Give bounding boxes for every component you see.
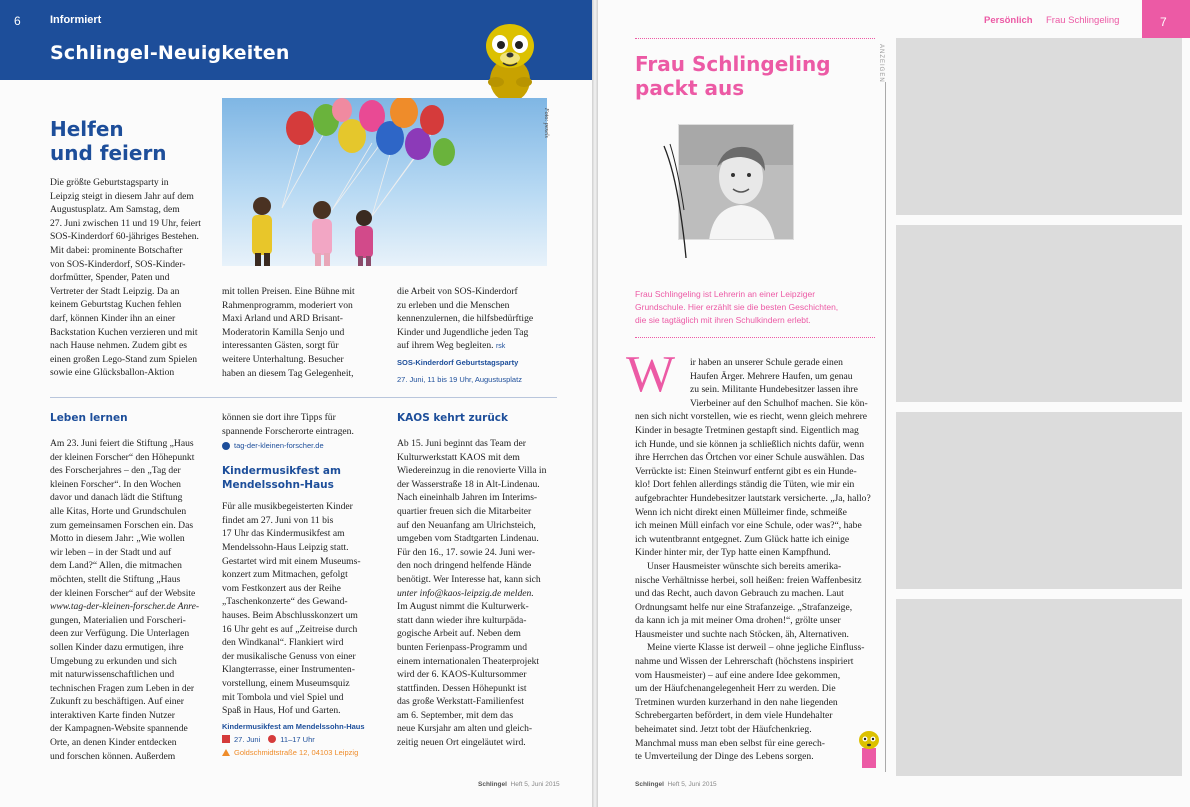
text-line: Kulturwerkstatt KAOS mit dem	[397, 451, 520, 463]
leben-continued	[222, 411, 387, 438]
text-line: auf den Neuanfang am Ulrichsteich,	[397, 519, 536, 531]
article-body-musik	[222, 500, 387, 718]
footer-brand: Schlingel	[635, 781, 664, 788]
text-line: „Taschenkonzerte“ des Gewand-	[222, 596, 348, 608]
text-line: keinem Geburtstag Kuchen fehlen	[50, 299, 182, 311]
pink-mascot-icon	[856, 728, 882, 768]
article-body	[50, 437, 220, 763]
forscher-link[interactable]: tag-der-kleinen-forscher.de	[234, 441, 324, 451]
ads-label: ANZEIGEN	[878, 44, 884, 83]
text-line: technischen Fragen zum Leben in der	[50, 682, 195, 694]
event-info-title: Kindermusikfest am Mendelssohn-Haus	[222, 721, 365, 731]
event-datetime	[222, 735, 387, 744]
meerkat-mascot-icon	[470, 18, 550, 102]
text-line: Umgebung zu erkunden und sich	[50, 655, 177, 667]
text-line: Vierbeiner auf den Schulhof machen. Sie kön-	[690, 397, 868, 409]
text-line: interaktiven Karte finden Nutzer	[50, 709, 175, 721]
text-line: statt dann wieder ihre kulturpäda-	[397, 614, 527, 626]
author-tag: rsk	[495, 343, 506, 351]
event-date: 27. Juni	[234, 734, 261, 744]
text-line: Kinder in besagte Tretminen gestapft sind. Eigentlich mag	[635, 424, 859, 436]
ad-slot-2[interactable]	[896, 225, 1182, 402]
event-time: 11–17 Uhr	[280, 734, 315, 744]
main-headline	[50, 117, 220, 165]
home-icon	[222, 749, 230, 756]
section-label-right: Persönlich	[984, 15, 1033, 26]
text-line: konzert zum Mitmachen, gefolgt	[222, 569, 348, 581]
text-line: 17 Uhr das Kindermusikfest am	[222, 528, 345, 540]
text-line: die Arbeit von SOS-Kinderdorf	[397, 286, 518, 297]
text-line: können sie dort ihre Tipps für	[222, 412, 336, 423]
text-line: kennenzulernen, die hilfsbedürftige	[397, 313, 534, 325]
section-divider	[50, 397, 557, 398]
text-line: Maxi Arland und ARD Brisant-	[222, 313, 343, 325]
text-line: Mit dabei: prominente Botschafter	[50, 244, 183, 256]
forscher-link-row[interactable]	[222, 441, 387, 450]
text-line: Zukunft zu beschäftigen. Auf einer	[50, 696, 184, 708]
text-line: ihre Herrchen das Örtchen vor einer Schule auswählen. Das	[635, 452, 865, 464]
main-article-col3	[397, 285, 557, 386]
clock-icon	[268, 735, 276, 743]
text-line: der musikalische Genuss von einer	[222, 650, 356, 662]
text-line: www.tag-der-kleinen-forscher.de Anre-	[50, 601, 200, 613]
text-line: vom Festkonzert aus der Reihe	[222, 582, 341, 594]
section-label-left: Informiert	[50, 14, 102, 26]
text-line: zum gemeinsamen Forschen ein. Das	[50, 519, 194, 531]
text-line: zu erleben und die Menschen	[397, 299, 510, 311]
text-line: SOS-Kinderdorf 60-jähriges Bestehen.	[50, 231, 199, 243]
text-line: Am 23. Juni feiert die Stiftung „Haus	[50, 438, 194, 449]
text-line: des Forscherjahres – den „Tag der	[50, 465, 181, 477]
text-line: Haufen Ärger. Mehrere Haufen, um genau	[690, 370, 853, 382]
heading-line-1: Kindermusikfest am	[222, 465, 341, 478]
text-line: Vertreter der Stadt Leipzig. Da an	[50, 285, 180, 297]
page-number-left: 6	[14, 14, 21, 28]
event-info-detail: 27. Juni, 11 bis 19 Uhr, Augustusplatz	[397, 374, 522, 384]
text-line: quartier freuen sich die Mitarbeiter	[397, 505, 532, 517]
story-first-lines	[690, 356, 876, 410]
address-text: Goldschmidtstraße 12, 04103 Leipzig	[234, 747, 359, 757]
text-line: Verrückte ist: Einen Steinwurf entfernt gibt es ein Hunde-	[635, 465, 857, 477]
text-line: 16 Uhr geht es auf „Zeitreise durch	[222, 623, 358, 635]
text-line: alle Kitas, Horte und Grundschulen	[50, 505, 187, 517]
text-line: gungen, Materialien und Forscheri-	[50, 614, 186, 626]
section-title: Schlingel-Neuigkeiten	[50, 42, 290, 64]
text-line: neue Kursjahr am alten und gleich-	[397, 723, 533, 735]
text-line: vom Hausmeister) – auf eine andere Idee gekommen,	[635, 669, 841, 681]
text-line: wird der 6. KAOS-Kultursommer	[397, 669, 527, 681]
article-leben-lernen	[50, 411, 220, 763]
text-line: nen sich nicht vorstellen, wie es riecht, wenn gleich mehrere	[635, 411, 868, 423]
main-article-col2	[222, 285, 387, 380]
ad-slot-4[interactable]	[896, 599, 1182, 776]
text-line: sollen Kinder dazu ermutigen, ihre	[50, 641, 184, 653]
text-line: Nach eineinhalb Jahren im Interims-	[397, 492, 538, 504]
text-line: von SOS-Kinderdorf, SOS-Kinder-	[50, 258, 186, 270]
text-line: Moderatorin Kamilla Senjo und	[222, 326, 345, 338]
text-line: Kinder und Jugendliche jeden Tag	[397, 326, 529, 338]
headline-line-2: und feiern	[50, 141, 167, 165]
right-page	[598, 0, 1190, 807]
text-line: Mendelssohn-Haus Leipzig statt.	[222, 541, 349, 553]
article-heading-musik	[222, 464, 387, 492]
text-line: das große Werkstatt-Familienfest	[397, 696, 524, 708]
text-line: Ordnungsamt helfe nur eine Strafanzeige. „Strafanzeige,	[635, 601, 853, 613]
text-line: interessanten Gästen, sorgt für	[222, 340, 339, 352]
text-line: einen großen Lego-Stand zum Spielen	[50, 353, 198, 365]
right-title	[635, 52, 831, 100]
left-page	[0, 0, 592, 807]
text-line: Ab 15. Juni beginnt das Team der	[397, 438, 526, 449]
heading-line-2: Mendelssohn-Haus	[222, 479, 334, 492]
text-line: Rahmenprogramm, moderiert von	[222, 299, 353, 311]
article-kaos	[397, 411, 557, 750]
article-body	[397, 437, 557, 750]
text-line: Orte, an denen Kinder entdecken	[50, 737, 177, 749]
lower-col2	[222, 411, 387, 757]
photo-credit: Foto: pexels	[543, 108, 549, 138]
text-line: Die größte Geburtstagsparty in	[50, 177, 169, 188]
text-line: der Kampagnen-Website spannende	[50, 723, 188, 735]
text-line: nische Verhältnisse herbei, soll heißen: freien Waffenbesitz	[635, 574, 862, 586]
text-line: und das Recht, auch davon Gebrauch zu machen. Laut	[635, 588, 844, 600]
article-heading: Leben lernen	[50, 412, 128, 424]
text-line: Für den 16., 17. sowie 24. Juni wer-	[397, 546, 536, 558]
text-line: am 6. September, mit dem das	[397, 709, 514, 721]
text-line: unter info@kaos-leipzig.de melden.	[397, 587, 534, 599]
article-heading: KAOS kehrt zurück	[397, 412, 509, 424]
text-line: Spaß in Haus, Hof und Garten.	[222, 705, 341, 717]
text-line: hauses. Beim Abschlusskonzert um	[222, 609, 358, 621]
text-line: spannende Forscherorte eintragen.	[222, 425, 354, 437]
event-address	[222, 748, 387, 757]
text-line: Backstation Kuchen verzieren und mit	[50, 326, 198, 338]
text-line: der Wasserstraße 18 in Alt-Lindenau.	[397, 478, 540, 490]
intro-text	[635, 288, 875, 326]
text-line: möchten, stellt die Stiftung „Haus	[50, 573, 181, 585]
text-line: vorstellung, einem Museumsquiz	[222, 677, 350, 689]
text-line: Leipzig steigt in diesem Jahr auf dem	[50, 190, 194, 202]
text-line: Hausmeister und suchte nach Stöcken, äh, Alternativen.	[635, 628, 849, 640]
text-line: nach Hause nehmen. Zudem gibt es	[50, 340, 187, 352]
text-line: umgeben vom Stadtgarten Lindenau.	[397, 533, 539, 545]
text-line: weitere Unterhaltung. Besucher	[222, 353, 344, 365]
text-line: findet am 27. Juni von 11 bis	[222, 514, 334, 526]
text-line: ich Hunde, und sie können ja schließlich nichts dafür, wenn	[635, 438, 865, 450]
text-line-with-author	[397, 339, 557, 354]
text-line: Wenn ich nicht direkt einen Mülleimer finde, schmeiße	[635, 506, 847, 518]
text-line: 27. Juni zwischen 11 und 19 Uhr, feiert	[50, 217, 201, 229]
text-line: beheimatet sind. Jetzt tobt der Häufchenkrieg.	[635, 724, 812, 736]
footer-issue: Heft 5, Juni 2015	[667, 781, 717, 788]
text-line: der kleinen Forscher“ den Höhepunkt	[50, 451, 195, 463]
text-line: wir leben – in der Stadt und auf	[50, 546, 172, 558]
text-line: kleinen Forscher“. In den Wochen	[50, 478, 181, 490]
story-body	[635, 410, 880, 763]
dotted-rule-mid	[635, 337, 875, 338]
balloons-photo	[222, 98, 547, 266]
text-line: Unser Hausmeister wünschte sich bereits amerika-	[647, 560, 842, 572]
text-line: um der Häufchenangelegenheit Herr zu werden. Die	[635, 683, 836, 695]
text-line: die sie tagtäglich mit ihren Schulkindern erlebt.	[635, 314, 811, 325]
text-line: bunten Ferienpass-Programm und	[397, 641, 528, 653]
ads-separator	[885, 82, 886, 772]
text-line: benötigt. Wer Interesse hat, kann sich	[397, 573, 541, 585]
text-line: deen zur Verfügung. Die Unterlagen	[50, 628, 190, 640]
ad-slot-3[interactable]	[896, 412, 1182, 589]
main-article-col1	[50, 176, 220, 380]
text-line: Wiedereinzug in die renovierte Villa in	[397, 465, 547, 477]
page-number-box	[1142, 0, 1190, 38]
title-line-1: Frau Schlingeling	[635, 52, 831, 76]
footer-brand: Schlingel	[478, 781, 507, 788]
drop-cap: W	[626, 346, 676, 403]
text-line: stattfinden. Dessen Höhepunkt ist	[397, 682, 527, 694]
headline-line-1: Helfen	[50, 117, 124, 141]
text-line: den noch dringend helfende Hände	[397, 560, 532, 572]
sketch-stick-icon	[660, 140, 700, 260]
text-line: mit tollen Preisen. Eine Bühne mit	[222, 286, 355, 297]
footer-right	[635, 781, 717, 788]
text-line: Gestartet wird mit einem Museums-	[222, 555, 361, 567]
text-line: Klangterrasse, einer Instrumenten-	[222, 664, 355, 676]
text-line: Grundschule. Hier erzählt sie die besten Geschichten,	[635, 301, 839, 312]
text-line: davor und danach lädt die Stiftung	[50, 492, 183, 504]
text-line: Motto in diesem Jahr: „Wie wollen	[50, 533, 185, 545]
text-line: mit naturwissenschaftlichen und	[50, 669, 175, 681]
text-line: dorfmütter, Spender, Paten und	[50, 272, 170, 284]
ad-slot-1[interactable]	[896, 38, 1182, 215]
text-line: Im August nimmt die Kulturwerk-	[397, 601, 529, 613]
text-line: auf ihrem Weg begleiten.	[397, 340, 494, 352]
text-line: Meine vierte Klasse ist derweil – ohne jegliche Einfluss-	[647, 642, 865, 654]
text-line: aufgebrachter Hundebesitzer lautstark versicherte. „Ja, hallo?	[635, 492, 871, 504]
text-line: gogische Arbeit auf. Neben dem	[397, 628, 521, 640]
page-number-right: 7	[1160, 15, 1167, 29]
text-line: ir haben an unserer Schule gerade einen	[690, 357, 843, 368]
text-line: Augustusplatz. Am Samstag, dem	[50, 204, 180, 216]
event-info-title: SOS-Kinderdorf Geburtstagsparty	[397, 357, 519, 367]
text-line: darf, können Kinder ihn an einer	[50, 312, 176, 324]
text-line: Für alle musikbegeisterten Kinder	[222, 501, 353, 513]
text-line: dem Land?“ Allen, die mitmachen	[50, 560, 182, 572]
text-line: einem internationalen Theaterprojekt	[397, 655, 540, 667]
text-line: den Windkanal“. Flankiert wird	[222, 637, 344, 649]
calendar-icon	[222, 735, 230, 743]
text-line: zeitig neuen Ort eingeläutet wird.	[397, 737, 526, 749]
text-line: ich meinen Müll einfach vor eine Schule, oder was?“, habe	[635, 520, 862, 532]
text-line: und forschen können. Außerdem	[50, 750, 176, 762]
footer-left	[478, 781, 560, 788]
text-line: mit Tombola und viel Spiel und	[222, 691, 344, 703]
dotted-rule-top	[635, 38, 875, 39]
globe-icon	[222, 442, 230, 450]
text-line: haben an diesem Tag Gelegenheit,	[222, 367, 354, 379]
text-line: zu sein. Militante Hundebesitzer lassen ihre	[690, 384, 858, 396]
text-line: Manchmal muss man eben selbst für eine gerech-	[635, 737, 825, 749]
section-sub-right: Frau Schlingeling	[1046, 15, 1120, 26]
text-line: ich wutentbrannt entgegnet. Zum Glück hatte ich einige	[635, 533, 850, 545]
text-line: Kinder hinter mir, der Typ hatte einen Kampfhund.	[635, 547, 831, 559]
text-line: da kann ich ja mit meiner Oma drohen!“, grölte unser	[635, 615, 841, 627]
text-line: der kleinen Forscher“ auf der Website	[50, 587, 196, 599]
text-line: Schrebergarten befördert, in dem viele Hundehalter	[635, 710, 833, 722]
title-line-2: packt aus	[635, 76, 745, 100]
text-line: Tretminen wurden kurzerhand in den nahe liegenden	[635, 696, 838, 708]
footer-issue: Heft 5, Juni 2015	[510, 781, 560, 788]
text-line: sowie eine Glücksballon-Aktion	[50, 367, 175, 379]
text-line: te Umverteilung der Dinge des Lebens sorgen.	[635, 751, 814, 763]
text-line: Frau Schlingeling ist Lehrerin an einer Leipziger	[635, 289, 816, 299]
text-line: klo! Dort fehlen allerdings ständig die Tüten, wie mir ein	[635, 479, 855, 491]
text-line: nahme und Wissen der Lehrerschaft (höchstens inspiriert	[635, 656, 854, 668]
